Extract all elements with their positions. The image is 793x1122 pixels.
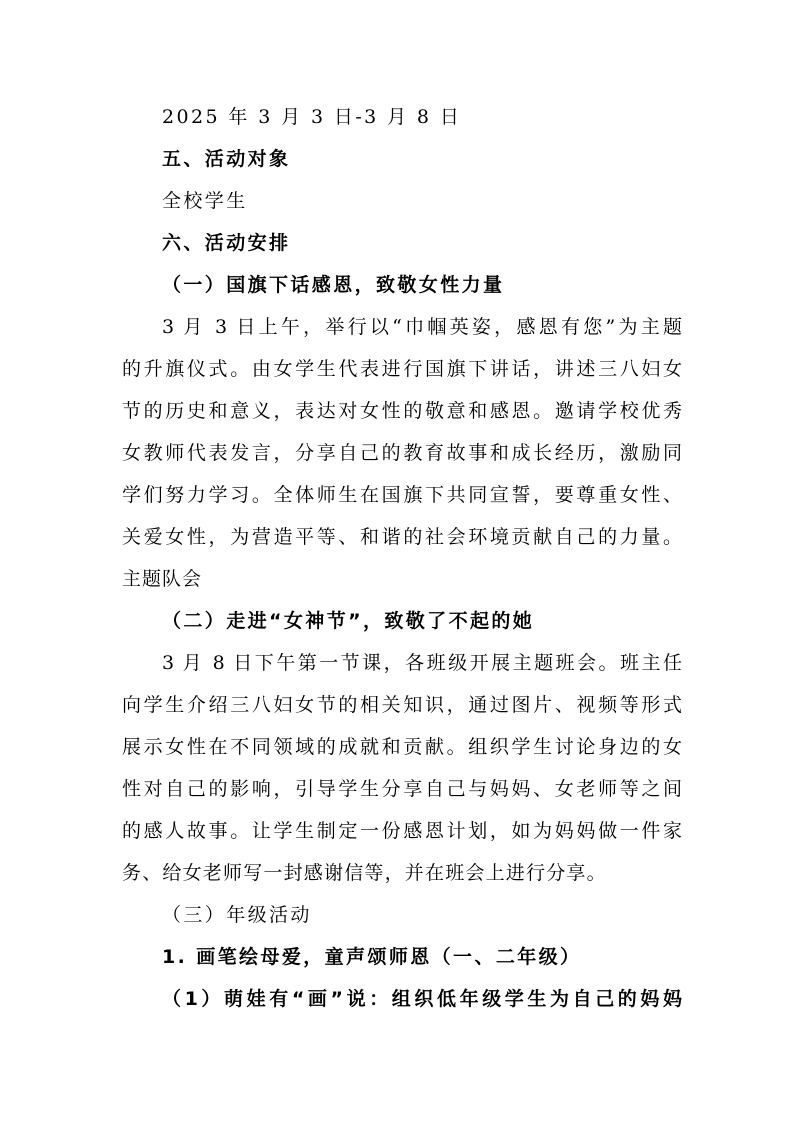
- section-heading-5: 五、活动对象: [162, 148, 291, 170]
- paragraph-line: 3 月 3 日上午，举行以“巾帼英姿，感恩有您”为主题: [162, 316, 682, 338]
- subheading-1: （一）国旗下话感恩，致敬女性力量: [162, 274, 505, 296]
- subheading-3: （三）年级活动: [162, 904, 312, 926]
- paragraph-line: 学们努力学习。全体师生在国旗下共同宣誓，要尊重女性、: [122, 484, 682, 506]
- paragraph-line: 3 月 8 日下午第一节课，各班级开展主题班会。班主任: [162, 652, 682, 674]
- paragraph-line: 主题队会: [122, 568, 203, 590]
- paragraph-line: 的感人故事。让学生制定一份感恩计划，如为妈妈做一件家: [122, 820, 682, 842]
- paragraph-line: 务、给女老师写一封感谢信等，并在班会上进行分享。: [122, 862, 607, 884]
- paragraph-line: 女教师代表发言，分享自己的教育故事和成长经历，激励同: [122, 442, 682, 464]
- section-heading-6: 六、活动安排: [162, 232, 291, 254]
- paragraph-line: 的升旗仪式。由女学生代表进行国旗下讲话，讲述三八妇女: [122, 358, 682, 380]
- paragraph-line: 向学生介绍三八妇女节的相关知识，通过图片、视频等形式: [122, 694, 682, 716]
- paragraph-line: 展示女性在不同领域的成就和贡献。组织学生讨论身边的女: [122, 736, 682, 758]
- subheading-2: （二）走进“女神节”，致敬了不起的她: [162, 610, 535, 632]
- date-range-text: 2025 年 3 月 3 日-3 月 8 日: [162, 106, 462, 128]
- paragraph-line: 节的历史和意义，表达对女性的敬意和感恩。邀请学校优秀: [122, 400, 682, 422]
- target-audience-text: 全校学生: [162, 190, 248, 212]
- activity-heading-1: 1. 画笔绘母爱，童声颂师恩（一、二年级）: [162, 946, 582, 968]
- activity-item-1: （1）萌娃有“画”说：组织低年级学生为自己的妈妈: [162, 988, 682, 1010]
- paragraph-line: 性对自己的影响，引导学生分享自己与妈妈、女老师等之间: [122, 778, 682, 800]
- paragraph-line: 关爱女性，为营造平等、和谐的社会环境贡献自己的力量。: [122, 526, 682, 548]
